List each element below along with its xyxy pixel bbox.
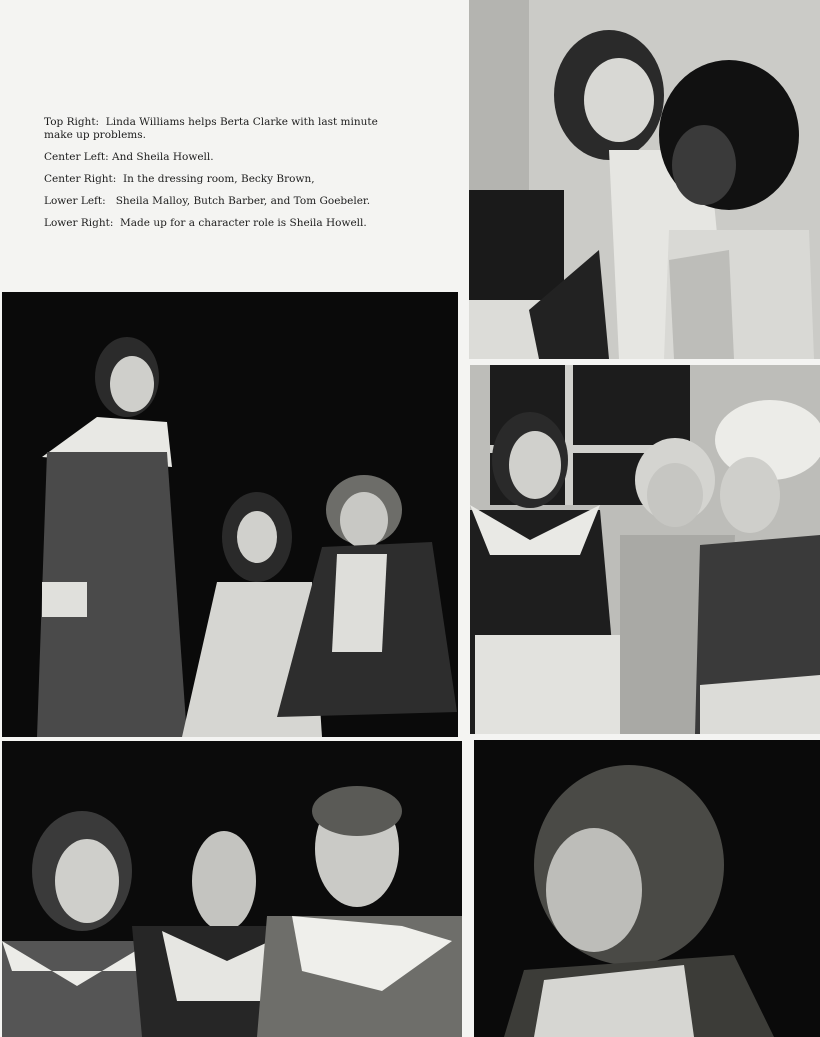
photo-top-right: [469, 0, 820, 359]
photo-center-left: [2, 292, 458, 737]
caption-center-left: Center Left: And Sheila Howell.: [44, 151, 214, 163]
photo-lower-left: [2, 741, 462, 1037]
caption-block: [44, 116, 400, 239]
photo-lower-right: [474, 740, 820, 1037]
caption-center-right: Center Right: In the dressing room, Becky Brown,: [44, 173, 315, 185]
caption-lower-right: Lower Right: Made up for a character role is Sheila Howell.: [44, 217, 367, 229]
caption-top-right: Top Right: Linda Williams helps Berta Clarke with last minute make up problems.: [44, 116, 378, 141]
caption-lower-left: Lower Left: Sheila Malloy, Butch Barber, and Tom Goebeler.: [44, 195, 371, 207]
photo-center-right: [470, 365, 820, 734]
